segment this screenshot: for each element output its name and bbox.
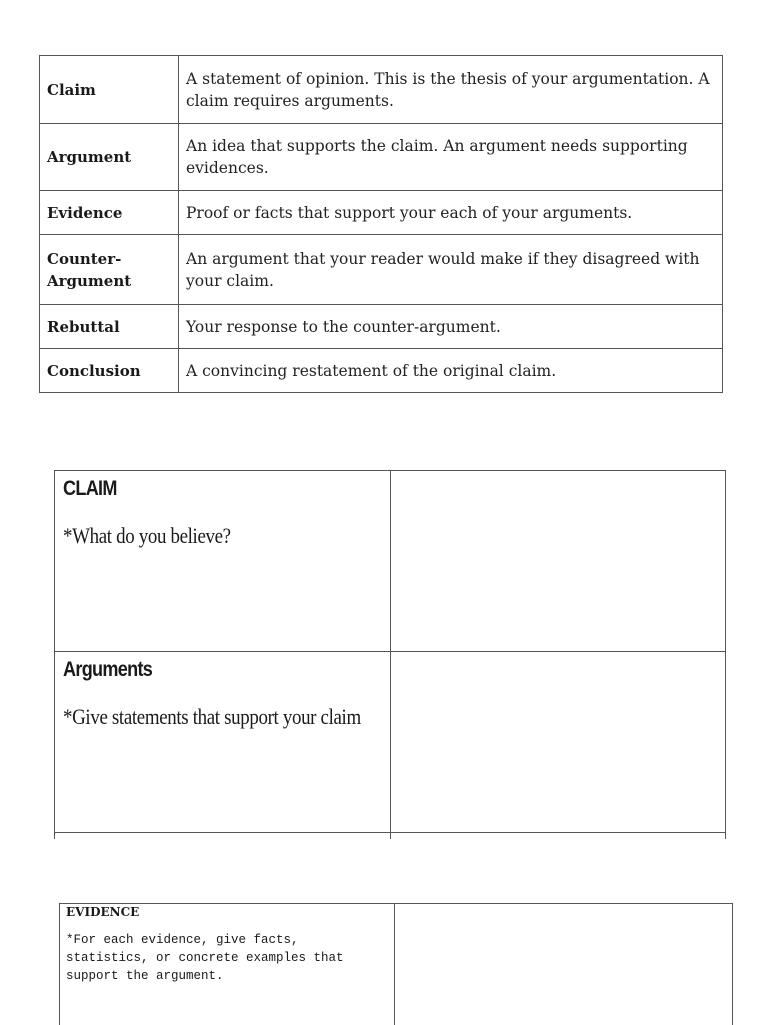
evidence-label-cell bbox=[60, 904, 395, 1025]
arguments-label-cell bbox=[55, 652, 391, 833]
description-cell: Proof or facts that support your each of your arguments. bbox=[179, 191, 723, 235]
description-cell: A convincing restatement of the original claim. bbox=[179, 349, 723, 393]
term-cell: Claim bbox=[40, 56, 179, 124]
claim-row bbox=[55, 471, 726, 652]
definitions-table bbox=[39, 55, 723, 393]
description-cell: Your response to the counter-argument. bbox=[179, 305, 723, 349]
term-cell: Evidence bbox=[40, 191, 179, 235]
term-cell: Rebuttal bbox=[40, 305, 179, 349]
evidence-title: EVIDENCE bbox=[66, 905, 394, 919]
definition-row-conclusion bbox=[40, 349, 723, 393]
arguments-title: Arguments bbox=[63, 658, 344, 682]
arguments-answer-cell[interactable] bbox=[391, 652, 726, 833]
definition-row-counter-argument bbox=[40, 235, 723, 305]
claim-label-cell bbox=[55, 471, 391, 652]
description-cell: A statement of opinion. This is the thesis of your argumentation. A claim requires arguments. bbox=[179, 56, 723, 124]
claim-arguments-worksheet bbox=[54, 470, 726, 839]
term-cell: Argument bbox=[40, 124, 179, 191]
term-cell bbox=[40, 235, 179, 305]
description-cell: An idea that supports the claim. An argument needs supporting evidences. bbox=[179, 124, 723, 191]
claim-answer-cell[interactable] bbox=[391, 471, 726, 652]
claim-title: CLAIM bbox=[63, 477, 344, 501]
description-cell: An argument that your reader would make if they disagreed with your claim. bbox=[179, 235, 723, 305]
claim-prompt: *What do you believe? bbox=[63, 523, 344, 549]
definition-row-rebuttal bbox=[40, 305, 723, 349]
arguments-row bbox=[55, 652, 726, 833]
definition-row-evidence bbox=[40, 191, 723, 235]
evidence-row bbox=[60, 904, 733, 1025]
evidence-prompt: *For each evidence, give facts, statistics, or concrete examples that support the argument. bbox=[66, 931, 388, 985]
cut-off-cell bbox=[391, 833, 726, 840]
evidence-answer-cell[interactable] bbox=[395, 904, 733, 1025]
cut-off-cell bbox=[55, 833, 391, 840]
evidence-worksheet bbox=[59, 903, 733, 1025]
arguments-prompt: *Give statements that support your claim bbox=[63, 704, 344, 730]
term-cell-text: Counter-Argument bbox=[47, 248, 137, 292]
definition-row-claim bbox=[40, 56, 723, 124]
cut-off-row bbox=[55, 833, 726, 840]
term-cell: Conclusion bbox=[40, 349, 179, 393]
definition-row-argument bbox=[40, 124, 723, 191]
